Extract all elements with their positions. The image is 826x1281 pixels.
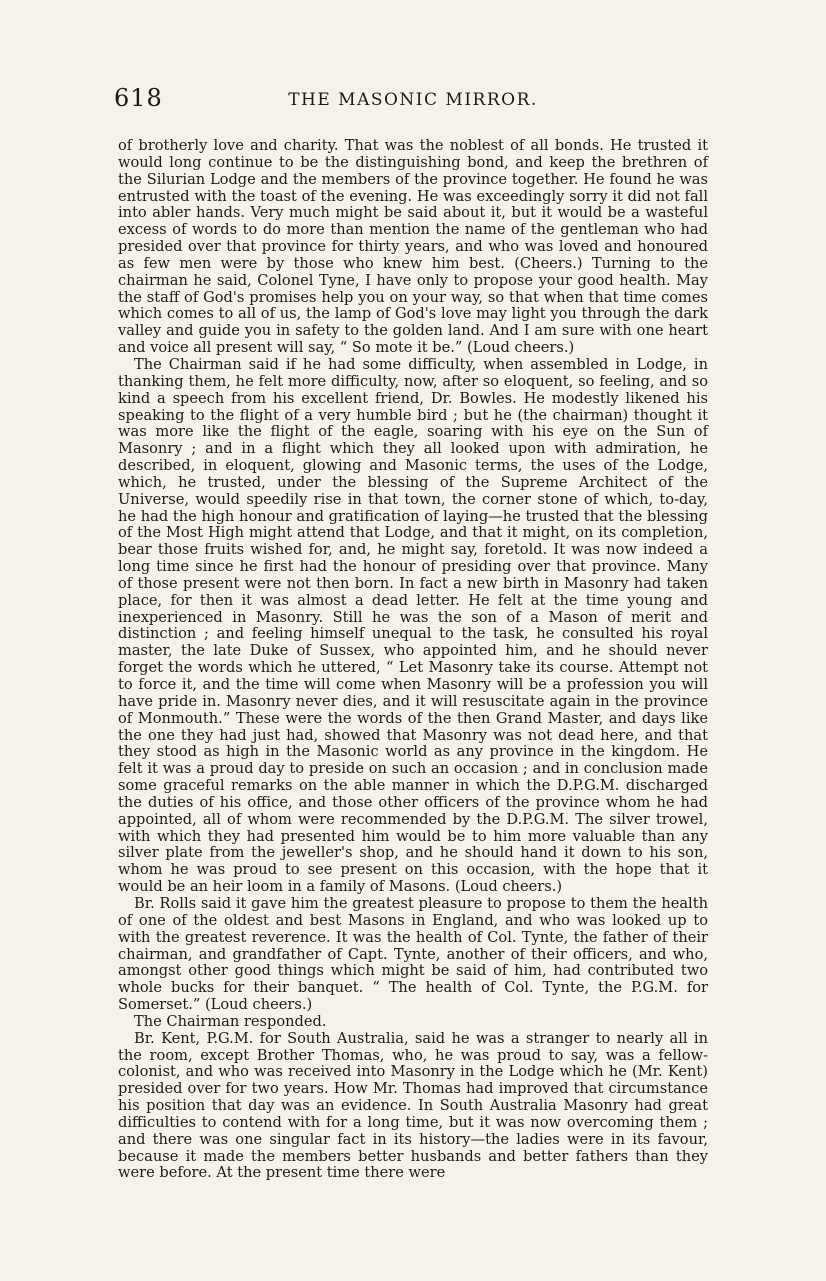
paragraph-kent-speech: Br. Kent, P.G.M. for South Australia, said he was a stranger to nearly all in the room, except Brother Thomas, who, he was proud to say, was a fellow-colonist, and who was received into Masonry in the Lodge which he (Mr. Kent) presided over for two years. How Mr. Thomas had improved that circumstance his position that day was an evidence. In South Australia Masonry had great difficulties to contend with for a long time, but it was now overcoming them ; and there was one singular fact in its history—the ladies were in its favour, because it made the members better husbands and better fathers than they were before. At the present time there were [118,1029,708,1182]
running-head: THE MASONIC MIRROR. [288,90,538,110]
paragraph-continuation: of brotherly love and charity. That was the noblest of all bonds. He trusted it would long continue to be the distinguishing bond, and keep the brethren of the Silurian Lodge and the members of the province together. He found he was entrusted with the toast of the evening. He was exceedingly sorry it did not fall into abler hands. Very much might be said about it, but it would be a wasteful excess of words to do more than mention the name of the gentleman who had presided over that province for thirty years, and who was loved and honoured as few men were by those who knew him best. (Cheers.) Turning to the chairman he said, Colonel Tyne, I have only to propose your good health. May the staff of God's promises help you on your way, so that when that time comes which comes to all of us, the lamp of God's love may light you through the dark valley and guide you in safety to the golden land. And I am sure with one heart and voice all present will say, “ So mote it be.” (Loud cheers.) [118,137,708,357]
paragraph-chairman-responded: The Chairman responded. [134,1012,327,1030]
page-header [114,84,712,114]
paragraph-rolls-toast: Br. Rolls said it gave him the greatest pleasure to propose to them the health of one of the oldest and best Masons in England, and who was looked up to with the greatest reverence. It was the health of Col. Tynte, the father of their chairman, and grandfather of Capt. Tynte, another of their officers, and who, amongst other good things which might be said of him, had contributed two whole bucks for their banquet. “ The health of Col. Tynte, the P.G.M. for Somerset.” (Loud cheers.) [118,894,708,1014]
page-number: 618 [114,84,163,112]
paragraph-chairman-reply: The Chairman said if he had some difficulty, when assembled in Lodge, in thanking them, he felt more difficulty, now, after so eloquent, so feeling, and so kind a speech from his excellent friend, Dr. Bowles. He modestly likened his speaking to the flight of a very humble bird ; but he (the chairman) thought it was more like the flight of the eagle, soaring with his eye on the Sun of Masonry ; and in a flight which they all looked upon with admiration, he described, in eloquent, glowing and Masonic terms, the uses of the Lodge, which, he trusted, under the blessing of the Supreme Architect of the Universe, would speedily rise in that town, the corner stone of which, to-day, he had the high honour and gratification of laying—he trusted that the blessing of the Most High might attend that Lodge, and that it might, on its completion, bear those fruits wished for, and, he might say, foretold. It was now indeed a long time since he first had the honour of presiding over that province. Many of those present were not then born. In fact a new birth in Masonry had taken place, for then it was almost a dead letter. He felt at the time young and inexperienced in Masonry. Still he was the son of a Mason of merit and distinction ; and feeling himself unequal to the task, he consulted his royal master, the late Duke of Sussex, who appointed him, and he should never forget the words which he uttered, “ Let Masonry take its course. Attempt not to force it, and the time will come when Masonry will be a profession you will have pride in. Masonry never dies, and it will resuscitate again in the province of Monmouth.” These were the words of the then Grand Master, and days like the one they had just had, showed that Masonry was not dead here, and that they stood as high in the Masonic world as any province in the kingdom. He felt it was a proud day to preside on such an occasion ; and in conclusion made some graceful remarks on the able manner in which the D.P.G.M. discharged the duties of his office, and those other officers of the province whom he had appointed, all of whom were recommended by the D.P.G.M. The silver trowel, with which they had presented him would be to him more valuable than any silver plate from the jeweller's shop, and he should hand it down to his son, whom he was proud to see present on this occasion, with the hope that it would be an heir loom in a family of Masons. (Loud cheers.) [118,355,708,896]
article-body [118,138,708,1182]
